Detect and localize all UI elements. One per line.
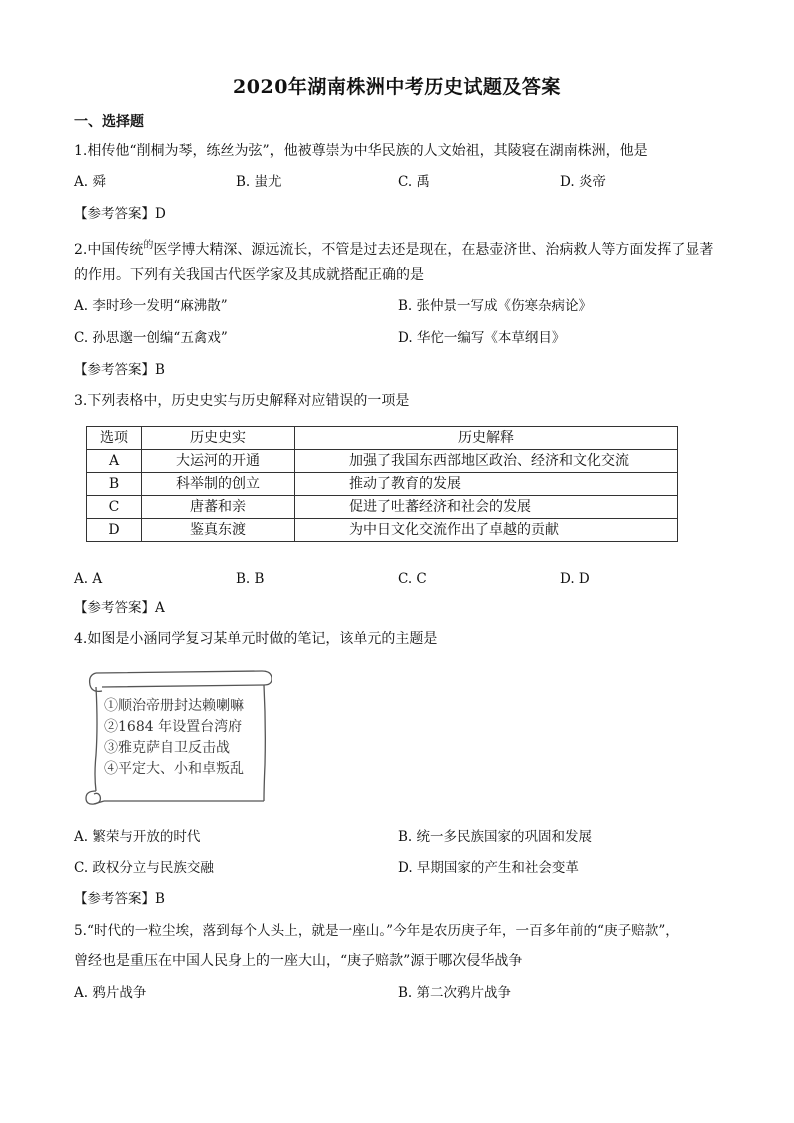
q1-option-b[interactable]: B. 蚩尤: [236, 174, 282, 190]
table-header-cell: 历史史实: [142, 427, 295, 450]
table-cell: C: [87, 496, 142, 519]
table-row: [87, 496, 678, 519]
q3-option-b[interactable]: B. B: [236, 571, 265, 587]
q1-answer: 【参考答案】D: [74, 206, 166, 222]
table-cell: 促进了吐蕃经济和社会的发展: [295, 496, 678, 519]
table-row: [87, 450, 678, 473]
q2-option-c[interactable]: C. 孙思邈一创编“五禽戏”: [74, 330, 228, 346]
table-header-row: [87, 427, 678, 450]
note-item-3: ③雅克萨自卫反击战: [104, 740, 230, 756]
q2-option-b[interactable]: B. 张仲景一写成《伤寒杂病论》: [398, 298, 593, 314]
q5-option-b[interactable]: B. 第二次鸦片战争: [398, 985, 512, 1001]
q2-option-a[interactable]: A. 李时珍一发明“麻沸散”: [74, 298, 228, 314]
table-row: [87, 519, 678, 542]
q3-answer: 【参考答案】A: [74, 600, 165, 616]
table-cell: 加强了我国东西部地区政治、经济和文化交流: [295, 450, 678, 473]
table-cell: B: [87, 473, 142, 496]
table-cell: 为中日文化交流作出了卓越的贡献: [295, 519, 678, 542]
table-cell: 大运河的开通: [142, 450, 295, 473]
q2-text-part-a: 2.中国传统: [74, 242, 144, 258]
q2-option-d[interactable]: D. 华佗一编写《本草纲目》: [398, 330, 566, 346]
q2-text-part-b: 医学博大精深、源远流长，不管是过去还是现在，在悬壶济世、治病救人等方面发挥了显著: [153, 242, 714, 258]
question-2-text-line2: 的作用。下列有关我国古代医学家及其成就搭配正确的是: [74, 267, 424, 283]
question-4-text: 4.如图是小涵同学复习某单元时做的笔记，该单元的主题是: [74, 631, 438, 647]
section-heading: 一、选择题: [74, 114, 144, 130]
table-cell: 科举制的创立: [142, 473, 295, 496]
note-item-4: ④平定大、小和卓叛乱: [104, 761, 244, 777]
table-cell: A: [87, 450, 142, 473]
question-5-text-line2: 曾经也是重压在中国人民身上的一座大山，“庚子赔款”源于哪次侵华战争: [74, 953, 523, 969]
table-header-cell: 选项: [87, 427, 142, 450]
q1-option-d[interactable]: D. 炎帝: [560, 174, 606, 190]
q2-answer: 【参考答案】B: [74, 362, 165, 378]
q3-option-c[interactable]: C. C: [398, 571, 427, 587]
q2-superscript: 的: [143, 240, 154, 251]
q4-option-b[interactable]: B. 统一多民族国家的巩固和发展: [398, 829, 593, 845]
q3-option-d[interactable]: D. D: [560, 571, 590, 587]
table-cell: 鉴真东渡: [142, 519, 295, 542]
q5-option-a[interactable]: A. 鸦片战争: [74, 985, 147, 1001]
question-5-text: 5.“时代的一粒尘埃，落到每个人头上，就是一座山。”今年是农历庚子年，一百多年前的“庚子赔款”，: [74, 923, 679, 939]
q4-option-d[interactable]: D. 早期国家的产生和社会变革: [398, 860, 579, 876]
note-item-2: ②1684 年设置台湾府: [104, 719, 243, 735]
q3-option-a[interactable]: A. A: [74, 571, 103, 587]
table-cell: 唐蕃和亲: [142, 496, 295, 519]
table-cell: D: [87, 519, 142, 542]
q1-option-a[interactable]: A. 舜: [74, 174, 106, 190]
question-3-text: 3.下列表格中，历史史实与历史解释对应错误的一项是: [74, 393, 410, 409]
table-cell: 推动了教育的发展: [295, 473, 678, 496]
history-table: [86, 426, 678, 542]
note-item-1: ①顺治帝册封达赖喇嘛: [104, 698, 244, 714]
q4-answer: 【参考答案】B: [74, 891, 165, 907]
question-2-text: [74, 236, 713, 260]
page-title: 2020年湖南株洲中考历史试题及答案: [233, 76, 561, 98]
table-row: [87, 473, 678, 496]
table-header-cell: 历史解释: [295, 427, 678, 450]
q4-option-a[interactable]: A. 繁荣与开放的时代: [74, 829, 201, 845]
q4-option-c[interactable]: C. 政权分立与民族交融: [74, 860, 214, 876]
q1-option-c[interactable]: C. 禹: [398, 174, 430, 190]
question-1-text: 1.相传他“削桐为琴，练丝为弦”，他被尊崇为中华民族的人文始祖，其陵寝在湖南株洲，他是: [74, 143, 648, 159]
